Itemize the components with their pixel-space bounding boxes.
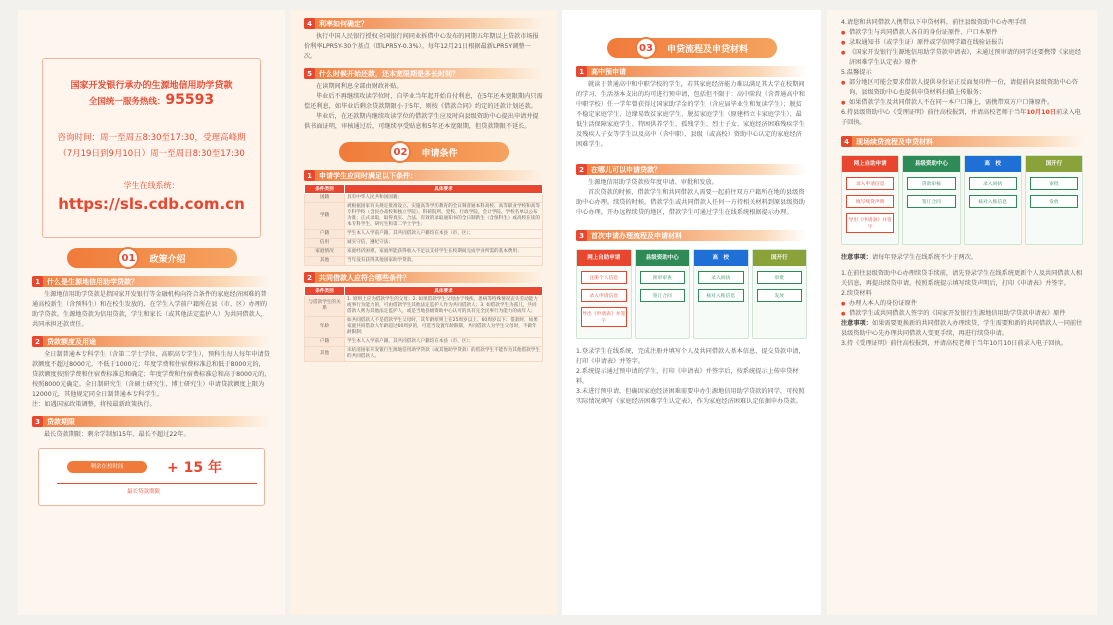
section-01-header: [67, 248, 237, 268]
col-header: 具体要求: [345, 185, 543, 194]
cond-type: 国籍: [305, 194, 345, 203]
flow-column: [752, 249, 808, 339]
hours-1: 咨询时间：周一至周五8:30至17:30，受理高峰期: [57, 133, 246, 143]
section-02-header: [339, 142, 509, 162]
q-title: 利率如何确定？: [319, 19, 368, 28]
ruler-line: [57, 483, 257, 484]
first-apply-flow: [576, 249, 807, 339]
cond-type: 学籍: [305, 203, 345, 230]
q-title: 共同借款人应符合哪些条件？: [319, 273, 410, 282]
table-row: [305, 239, 543, 248]
q-number: 2: [576, 164, 587, 175]
cond-type: 年龄: [305, 317, 345, 338]
cond-desc: 1. 原则上应为借款学生的父母；2. 如果借款学生父母由于残疾、患病等特殊情况丧失劳动能力或事行为能力的，可由借款学生其他法定监护人作为共同借款人；3. 如借款学生为孤儿，共同借款人则为其他法定监护人，或是当地县级资助中心认可的具有完全民事行为能力的成年人；: [345, 296, 543, 317]
hotline-card: [42, 58, 261, 238]
col-header: 条件类别: [305, 185, 345, 194]
q-title: 在哪儿可以申请贷款？: [591, 165, 661, 174]
table-row: [305, 248, 543, 257]
section-number: 02: [389, 141, 411, 163]
q-number: 2: [304, 272, 315, 283]
f1-body: 就读于普通高中和中职学校的学生，若其家庭经济能力难以满足其大学在校期间的学习、生活基本支出的均可进行预申请，包括但不限于：高中阶段（含普通高中和中职学校）任一学年曾获得过国家助学金的学生（含应届毕业生和复读学生）；脱贫不稳定家庭学生、边缘易致贫家庭学生、脱贫家庭学生（原建档立卡家庭学生）、最低生活保障家庭学生、特困供养学生、孤残学生、烈士子女、家庭经济困难残疾学生及残疾人子女等学生以及高中（含中职）、县级（或高校）资助中心认定的家庭经济困难学生。: [576, 81, 805, 148]
q1-body: 生源地信用助学贷款是指国家开发银行等金融机构向符合条件的家庭经济困难的普通高校新生（含预科生）和在校生发放的、在学生入学前户籍所在县（市、区）办理的助学贷款。生源地贷款为信用贷款，学生和家长（或其他法定监护人）为共同借款人，共同承担还款责任。: [32, 291, 268, 328]
flow-column: [1025, 155, 1083, 245]
q-title: 现场续贷流程及申贷材料: [856, 137, 933, 146]
q2-header: [32, 336, 271, 347]
q4-header: [304, 18, 543, 29]
student-conditions-table: [304, 184, 543, 266]
note-text: 如果需要更换新的共同借款人办理续贷，学生需要和新的共同借款人一同前往县级资助中心先办理共同借款人变更手续，再进行续贷申请。: [841, 320, 1083, 337]
cond-type: 信用: [305, 239, 345, 248]
bullet-item: ● 如果借款学生及共同借款人不在同一本户口簿上，需携带双方户口簿原件。: [841, 98, 1083, 108]
q5-b1: 在读期间利息全部由财政补贴。: [316, 83, 403, 90]
q1-header: [32, 276, 271, 287]
f4-header: [841, 136, 1083, 147]
section-title: 申贷流程及申贷材料: [666, 44, 748, 55]
hours-2: （7月19日到9月10日）周一至周日8:30至17:30: [58, 149, 245, 159]
flow-column-title: 县级资助中心: [636, 250, 690, 266]
cond-desc: 被根据国家有关规定批准设立、实施高等学历教育的全日制普通本科高校、高等职业学校和高等专科学校（含民办高校和独立学院），科研院所、党校、行政学院、会计学院、学校名单以公布为准；正式录取，取得真实、合法、有效的录取通知书的全日制新生（含预科生）或高校在读的本专科学生、研究生和第二学士学生；: [345, 203, 543, 230]
flow-column: [841, 155, 899, 245]
cond-desc: 学生本人入学前户籍、其共同借款人户籍均在本县（市、区）；: [345, 338, 543, 347]
cond-desc: 家庭经济困难，家庭所能获得收入不足以支持学生在校期间完成学业所需的基本费用；: [345, 248, 543, 257]
f2-b1: 生源地信用助学贷款按年度申请、审批和发放。: [588, 179, 718, 186]
q-number: 2: [32, 336, 43, 347]
p4-s5: 5.温馨提示: [841, 69, 872, 76]
flow-column-title: 国开行: [753, 250, 807, 266]
flow-column: [902, 155, 960, 245]
renew-1: 1.在前往县级资助中心办理续贷手续前，请先登录学生在线系统更新个人及共同借款人相关信息，再提出续贷申请，按照系统提示填写续贷声明后，打印《申请表》并签字。: [841, 270, 1083, 287]
cond-desc: 诚实守信，遵纪守法；: [345, 239, 543, 248]
section-title: 政策介绍: [149, 254, 186, 265]
p4-s4: 4.请您和共同借款人携带以下申贷材料，前往县级资助中心办理手续: [841, 19, 1027, 26]
renew-3: 3.持《受理证明》前往高校报到，并请高校老师于当年10月10日前录入电子回执。: [841, 340, 1067, 347]
flow-column-title: 国开行: [1026, 156, 1082, 172]
section-number: 03: [635, 37, 657, 59]
q-title: 贷款额度及用途: [47, 337, 96, 346]
cond-desc: 具有中华人民共和国国籍；: [345, 194, 543, 203]
p4-s6: [841, 108, 1083, 128]
table-row: [305, 338, 543, 347]
p4-s6-end: 前录入电子回执。: [841, 109, 1081, 126]
table-row: [305, 203, 543, 230]
panel-conditions: [290, 10, 557, 615]
q-number: 3: [32, 416, 43, 427]
flow-step: 录入回执: [969, 177, 1017, 190]
q-title: 首次申请办理流程及申请材料: [591, 231, 682, 240]
cond-desc: 如共同借款人不是借款学生父母时，其年龄原则上在25周岁以上、60周岁以下；借款时，如果家庭共同借款人年龄超过60周岁的，可选当设置年龄限制，共同借款人为学生父母时，不做年龄限制；: [345, 317, 543, 338]
panel-renewal: [827, 10, 1097, 615]
remaining-time-pill: 剩余在校时间: [67, 461, 147, 473]
step-1: 1.登录学生在线系统，完成注册并填写个人及共同借款人基本信息，提交贷款申请，打印《申请表》并签字。: [576, 348, 805, 365]
q2-body: 全日制普通本专科学生（含第二学士学位、高职高专学生），预科生每人每年申请贷款额度不超过8000元，不低于1000元；年度学费和住宿费标准总和低于8000元的，贷款额度按照学费和住宿费标准总和确定；年度学费和住宿费标准总和高于8000元的，按照8000元确定。全日制研究生（含硕士研究生、博士研究生）申请贷款额度上限为12000元，其他规定同全日制普通本专科学生。: [32, 351, 271, 398]
flow-step: 录入申请信息: [846, 177, 894, 190]
q-title: 什么是生源地信用助学贷款？: [47, 277, 138, 286]
note-1: [841, 253, 1083, 263]
flow-step: 核对入账信息: [969, 195, 1017, 208]
flow-step: 录入回执: [698, 271, 744, 284]
hero-title: 国家开发银行承办的生源地信用助学贷款: [70, 81, 233, 91]
cond-desc: 学生本人入学前户籍、其共同借款人户籍均在本县（市、区）；: [345, 230, 543, 239]
table-row: [305, 230, 543, 239]
f3-header: [576, 230, 807, 241]
cond-type: 家庭情况: [305, 248, 345, 257]
hotline-label: 全国统一服务热线：: [88, 97, 166, 107]
flow-column-title: 高 校: [965, 156, 1021, 172]
table-row: [305, 194, 543, 203]
p4-s6-text: 6.持县级资助中心《受理证明》前往高校报到，并请高校老师于当年: [841, 109, 1027, 116]
q-title: 高中预申请: [591, 67, 626, 76]
note-2: [841, 319, 1083, 339]
col-header: 具体要求: [345, 287, 543, 296]
panel-process: [562, 10, 821, 615]
panel-policy: [18, 10, 285, 615]
max-term-label: 最长贷款期限: [127, 489, 161, 495]
note-label: 注意事项：: [841, 320, 872, 327]
note-label: 注意事项：: [841, 254, 872, 261]
system-label: 学生在线系统：: [123, 181, 180, 190]
flow-column: [964, 155, 1022, 245]
q-title: 申请学生应同时满足以下条件：: [319, 171, 417, 180]
q-number: 4: [841, 136, 852, 147]
flow-step: 审批: [1030, 177, 1078, 190]
q5-header: [304, 68, 543, 79]
hotline-number[interactable]: 95593: [165, 92, 215, 108]
deadline-date: 10月10日: [1026, 109, 1056, 116]
flow-column-title: 高 校: [694, 250, 748, 266]
table-row: [305, 317, 543, 338]
cond-type: 户籍: [305, 230, 345, 239]
flow-column: [693, 249, 749, 339]
bullet-item: ● 《国家开发银行生源地信用助学贷款申请表》，未通过预审请的同学还要携带《家庭经济困难学生认定表》原件: [841, 48, 1083, 68]
flow-step: 核对入账信息: [698, 289, 744, 302]
section-title: 申请条件: [421, 148, 458, 159]
cond-type: 与借款学生的关系: [305, 296, 345, 317]
cond-type: 其他: [305, 257, 345, 266]
q-title: 贷款期限: [47, 417, 75, 426]
cond-type: 其他: [305, 347, 345, 362]
flow-column: [635, 249, 691, 339]
flow-step: 发放: [757, 289, 803, 302]
flow-column-title: 网上自助申请: [842, 156, 898, 172]
renewal-flow: [841, 155, 1083, 245]
flow-step: 预审审查: [640, 271, 686, 284]
q-number: 1: [576, 66, 587, 77]
bullet-item: ● 办理人本人的身份证原件: [841, 299, 1083, 309]
q-number: 5: [304, 68, 315, 79]
loan-term-diagram: [38, 448, 265, 506]
bullet-item: ● 借款学生与共同借款人各自的身份证原件、户口本原件: [841, 28, 1083, 38]
table-row: [305, 257, 543, 266]
flow-column: [576, 249, 632, 339]
c2-header: [304, 272, 543, 283]
flow-column-title: 网上自助申请: [577, 250, 631, 266]
q5-b2: 毕业后不再继续攻读学位时，自毕业当年起开始自付利息，在5年还本宽限期内只需偿还利息，如毕业后剩余贷款期限小于5年，则按《借款合同》约定的还款计划还款。: [304, 93, 543, 110]
flow-step: 导出《申请表》并签字: [581, 307, 627, 327]
q-number: 3: [576, 230, 587, 241]
q-number: 1: [32, 276, 43, 287]
q3-body: 最长贷款期限：剩余学制加15年、最长不超过22年。: [44, 431, 190, 438]
renew-2: 2.续贷材料: [841, 290, 872, 297]
q4-body: 执行中国人民银行授权全国银行间同业拆借中心发布的同期五年期以上贷款市场报价利率LPR5Y-30个基点（即LPR5Y-0.3%）。每年12月21日根据最新LPR5Y调整一次。: [304, 33, 539, 60]
bullet-item: ● 录取通知书（或学生证）原件或学信网学籍在线验证报告: [841, 38, 1083, 48]
bullet-item: ● 借款学生或共同借款人签字的《国家开发银行生源地信用助学贷款申请表》原件: [841, 309, 1083, 319]
col-header: 条件类别: [305, 287, 345, 296]
q-number: 1: [304, 170, 315, 181]
cond-type: 户籍: [305, 338, 345, 347]
flow-step: 审批: [757, 271, 803, 284]
coborrower-conditions-table: [304, 286, 543, 362]
c1-header: [304, 170, 543, 181]
q3-header: [32, 416, 271, 427]
flow-column-title: 县级资助中心: [903, 156, 959, 172]
q5-b3: 毕业后，在还款期内继续攻读学位的借款学生应及时向县级资助中心提出申请并提供书面证明，审核通过后，可继续享受贴息和5年还本宽限期，但贷款期限不延长。: [304, 113, 539, 130]
cond-desc: 当年没有获得其他国家助学贷款。: [345, 257, 543, 266]
system-url[interactable]: https://sls.cdb.com.cn: [58, 195, 245, 213]
step-2: 2.系统提示通过预申请的学生，打印《申请表》并签字后，按系统提示上传申贷材料。: [576, 368, 799, 385]
plus-15-years: + 15 年: [167, 460, 222, 476]
q-number: 4: [304, 18, 315, 29]
section-03-header: [607, 38, 777, 58]
q-title: 什么时候开始还款，还本宽限期是多长时间？: [319, 69, 459, 78]
table-row: [305, 347, 543, 362]
flow-step: 签订合同: [907, 195, 955, 208]
f2-b2: 首次贷款的时候，借款学生和共同借款人需要一起前往双方户籍所在地的县级资助中心办理。续贷的时候，借款学生或共同借款人任何一方持相关材料到原县级资助中心办理。开办远程续贷的地区，借款学生可通过学生在线系统根据提示办理。: [576, 189, 805, 216]
cond-desc: 未结清国家开发银行生源地信用助学贷款（或其他助学贷款）的借款学生不能作为其他借款学生的共同借款人。: [345, 347, 543, 362]
flow-step: 导出《申请表》并签字: [846, 213, 894, 233]
flow-step: 填写续贷声明: [846, 195, 894, 208]
section-number: 01: [117, 247, 139, 269]
table-row: [305, 296, 543, 317]
flow-step: 签订合同: [640, 289, 686, 302]
bullet-item: ● 部分地区可能会要求借款人提供身份证正反面复印件一份，请提前向县级资助中心咨询，县级资助中心也提供申贷材料扫描上传服务；: [841, 78, 1083, 98]
note-text: 请每年登录学生在线系统不少于两次。: [871, 254, 978, 261]
flow-step: 注册个人信息: [581, 271, 627, 284]
step-3: 3.未进行预申请，但确因家庭经济困难需要申办生源地信用助学贷款的同学，可按照实际情况填写《家庭经济困难学生认定表》，作为家庭经济困难认定依据申办贷款。: [576, 388, 805, 405]
flow-step: 发放: [1030, 195, 1078, 208]
flow-step: 录入申请信息: [581, 289, 627, 302]
f2-header: [576, 164, 807, 175]
f1-header: [576, 66, 807, 77]
flow-step: 贷款审核: [907, 177, 955, 190]
q2-note: 注：如遇国家政策调整，将按最新政策执行。: [32, 401, 156, 408]
hotline: [43, 93, 260, 110]
